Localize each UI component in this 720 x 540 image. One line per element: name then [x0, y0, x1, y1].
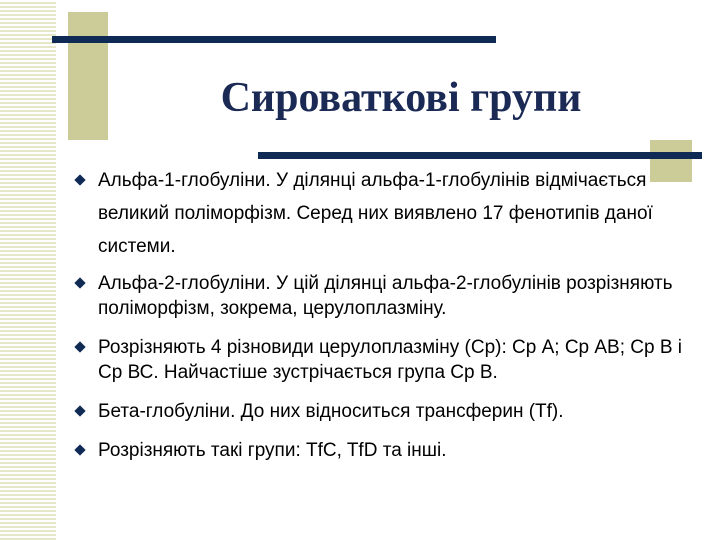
bullet-text: Альфа-1-глобуліни. У ділянці альфа-1-глобулінів відмічається великий поліморфізм. Серед них виявлено 17 фенотипів даної системи. — [98, 170, 653, 257]
decorative-rule-top — [52, 36, 496, 43]
decorative-rule-middle — [258, 152, 702, 159]
bullet-text: Бета-глобуліни. До них відноситься трансферин (Tf). — [98, 401, 564, 422]
diamond-bullet-icon — [74, 341, 85, 352]
bullet-item — [74, 335, 684, 385]
bullet-item — [74, 271, 684, 321]
diamond-bullet-icon — [74, 277, 85, 288]
bullet-text: Альфа-2-глобуліни. У цій ділянці альфа-2-глобулінів розрізняють поліморфізм, зокрема, церулоплазміну. — [98, 273, 673, 319]
bullet-list — [74, 164, 684, 477]
bullet-item — [74, 438, 684, 463]
bullet-text: Розрізняють 4 різновиди церулоплазміну (Ср): Ср А; Ср АВ; Ср В і Ср ВС. Найчастіше зустрічається група Ср В. — [98, 337, 683, 383]
bullet-text: Розрізняють такі групи: TfC, TfD та інші. — [98, 440, 447, 461]
diamond-bullet-icon — [74, 405, 85, 416]
decorative-stripes — [0, 0, 56, 540]
slide-title: Сироваткові групи — [220, 75, 582, 121]
diamond-bullet-icon — [74, 444, 85, 455]
bullet-item — [74, 164, 684, 263]
bullet-item — [74, 399, 684, 424]
diamond-bullet-icon — [74, 174, 85, 185]
